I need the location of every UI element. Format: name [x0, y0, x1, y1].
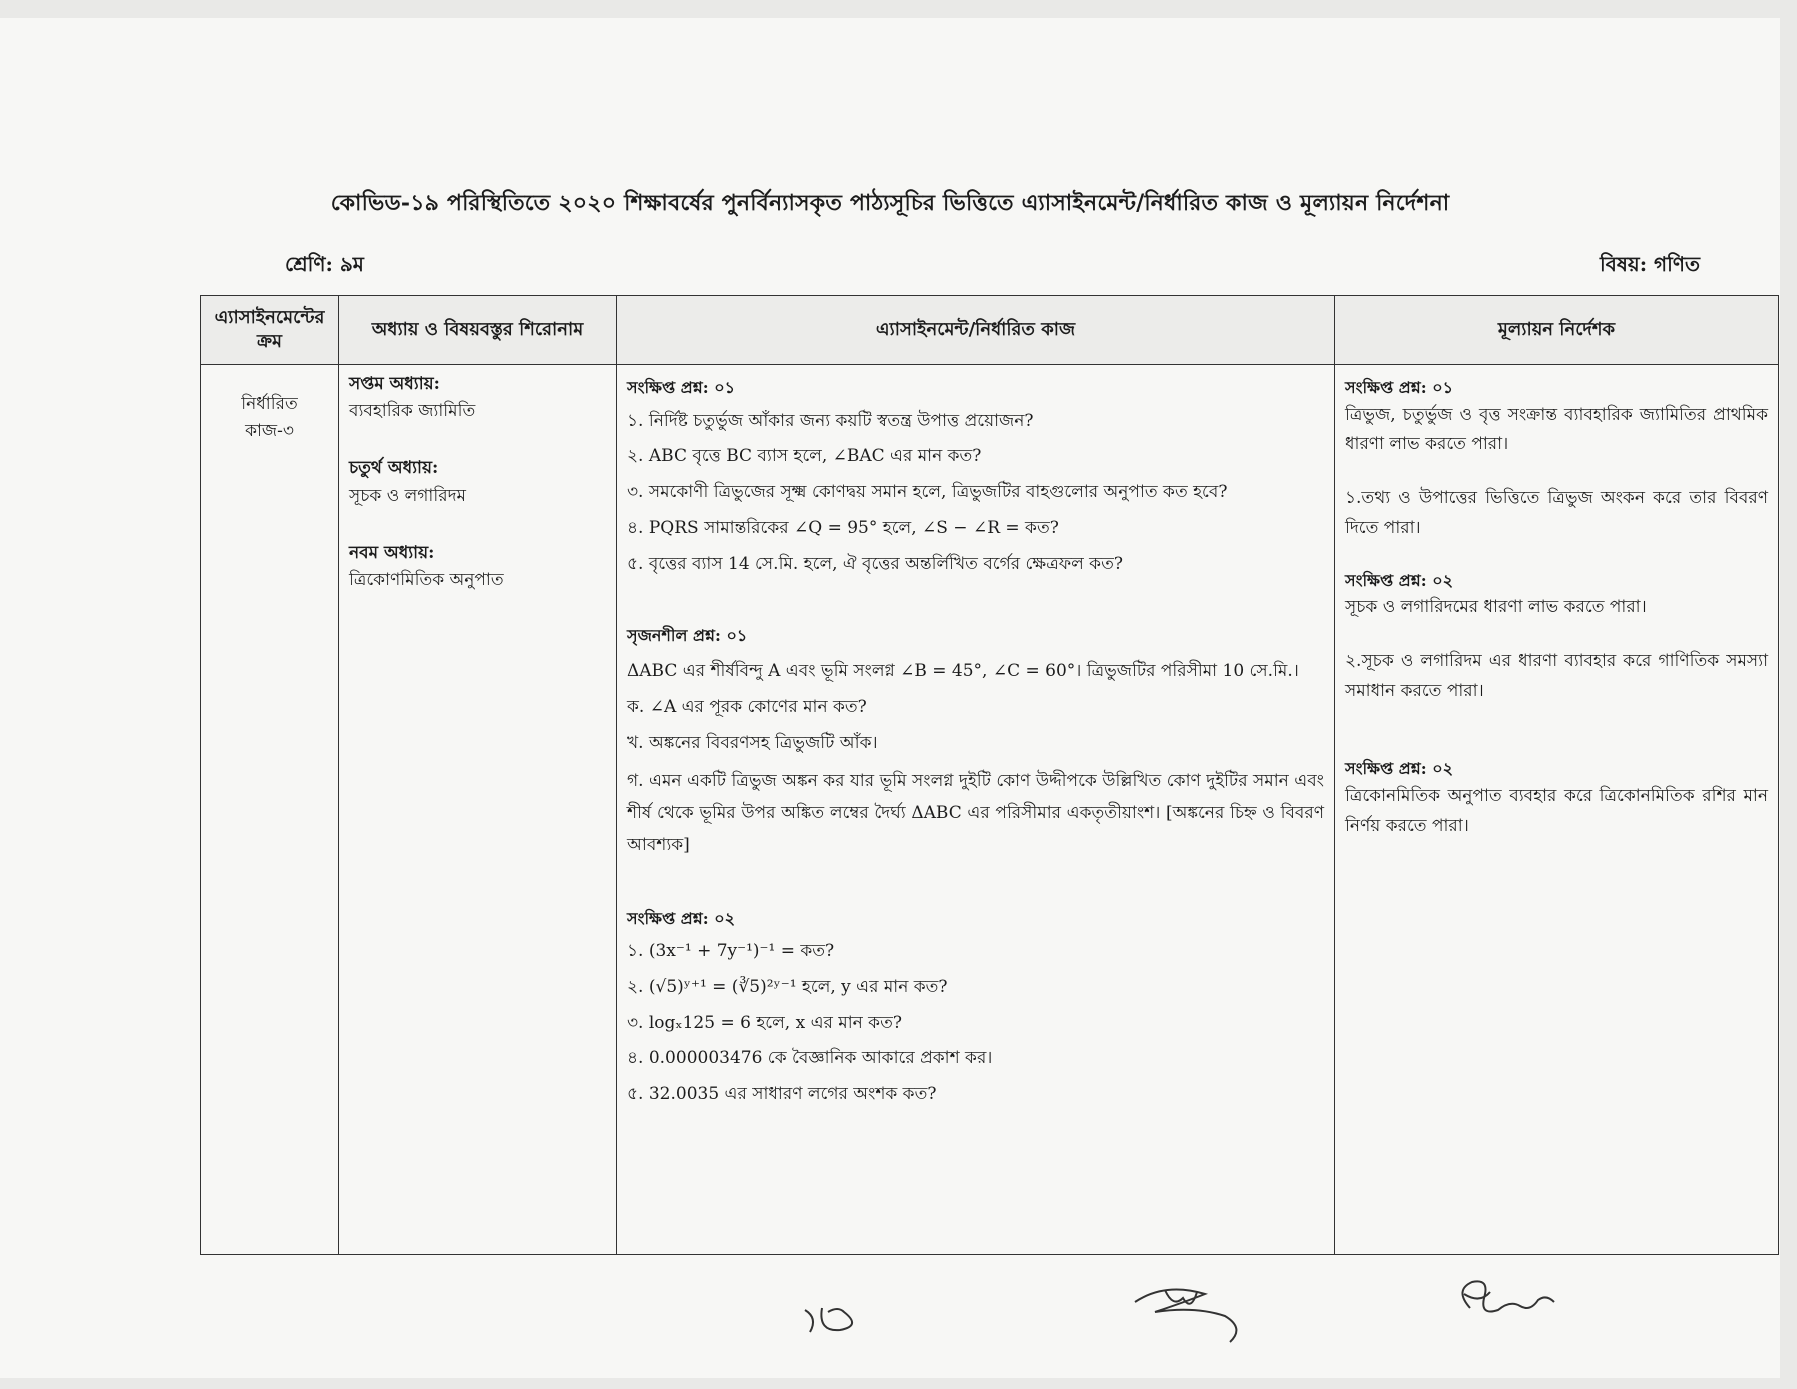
- indicator-text: সূচক ও লগারিদমের ধারণা লাভ করতে পারা।: [1345, 597, 1647, 618]
- assignment-table: [200, 295, 1779, 1255]
- chapter-title: সূচক ও লগারিদম: [349, 485, 466, 506]
- indicator-heading: সংক্ষিপ্ত প্রশ্ন: ০২: [1345, 759, 1454, 779]
- indicator-text: ত্রিকোনমিতিক অনুপাত ব্যবহার করে ত্রিকোনমিতিক রশির মান নির্ণয় করতে পারা।: [1345, 786, 1768, 836]
- header-serial: এ্যাসাইনমেন্টের ক্রম: [201, 296, 339, 365]
- chapter-cell: [339, 365, 617, 1255]
- chapter-heading: সপ্তম অধ্যায়:: [349, 374, 440, 394]
- question-item: ৩. logₓ125 = 6 হলে, x এর মান কত?: [627, 1012, 902, 1033]
- creative-part: ক. ∠A এর পূরক কোণের মান কত?: [627, 697, 867, 718]
- chapter-title: ত্রিকোণমিতিক অনুপাত: [349, 569, 504, 590]
- serial-line: নির্ধারিত: [241, 394, 298, 414]
- chapter-heading: নবম অধ্যায়:: [349, 542, 435, 563]
- question-item: ৪. 0.000003476 কে বৈজ্ঞানিক আকারে প্রকাশ কর।: [627, 1048, 993, 1069]
- question-item: ২. (√5)ʸ⁺¹ = (∛5)²ʸ⁻¹ হলে, y এর মান কত?: [627, 976, 948, 997]
- question-item: ৩. সমকোণী ত্রিভুজের সূক্ষ্ম কোণদ্বয় সমান হলে, ত্রিভুজটির বাহগুলোর অনুপাত কত হবে?: [627, 482, 1228, 503]
- creative-question-heading: সৃজনশীল প্রশ্ন: ০১: [627, 626, 748, 646]
- serial-line: কাজ-৩: [245, 421, 294, 442]
- serial-cell: [201, 365, 339, 1255]
- creative-stem: ΔABC এর শীর্ষবিন্দু A এবং ভূমি সংলগ্ন ∠B = 45°, ∠C = 60°। ত্রিভুজটির পরিসীমা 10 সে.মি.।: [627, 660, 1299, 681]
- creative-part: খ. অঙ্কনের বিবরণসহ ত্রিভুজটি আঁক।: [627, 732, 878, 753]
- header-chapter: অধ্যায় ও বিষয়বস্তুর শিরোনাম: [339, 296, 617, 365]
- signature-mark: [1450, 1270, 1560, 1330]
- question-item: ২. ABC বৃত্তে BC ব্যাস হলে, ∠BAC এর মান কত?: [627, 446, 982, 467]
- indicator-text: ১.তথ্য ও উপাত্তের ভিত্তিতে ত্রিভুজ অংকন করে তার বিবরণ দিতে পারা।: [1345, 488, 1768, 538]
- question-item: ১. নির্দিষ্ট চতুর্ভুজ আঁকার জন্য কয়টি স্বতন্ত্র উপাত্ত প্রয়োজন?: [627, 410, 1034, 431]
- indicator-text: ত্রিভুজ, চতুর্ভুজ ও বৃত্ত সংক্রান্ত ব্যাবহারিক জ্যামিতির প্রাথমিক ধারণা লাভ করতে পারা।: [1345, 404, 1768, 455]
- indicator-cell: [1335, 365, 1779, 1255]
- table-row: [201, 365, 1779, 1255]
- header-indicator: মূল্যায়ন নির্দেশক: [1335, 296, 1779, 365]
- handwritten-page-number: [800, 1290, 890, 1340]
- creative-part: গ. এমন একটি ত্রিভুজ অঙ্কন কর যার ভূমি সংলগ্ন দুইটি কোণ উদ্দীপকে উল্লিখিত কোণ দুইটির সমান এবং শীর্ষ থেকে ভূমির উপর অঙ্কিত লম্বের দৈর্ঘ্য ΔABC এর পরিসীমার একতৃতীয়াংশ। [অঙ্কনের চিহ্ন ও বিবরণ আবশ্যক]: [627, 770, 1324, 856]
- question-item: ৫. 32.0035 এর সাধারণ লগের অংশক কত?: [627, 1084, 937, 1105]
- question-item: ৪. PQRS সামান্তরিকের ∠Q = 95° হলে, ∠S − ∠R = কত?: [627, 517, 1059, 538]
- class-label: শ্রেণি: ৯ম: [285, 252, 364, 276]
- chapter-title: ব্যবহারিক জ্যামিতি: [349, 401, 476, 422]
- signature-mark: [1125, 1272, 1260, 1352]
- assignment-cell: [617, 365, 1335, 1255]
- short-question-heading: সংক্ষিপ্ত প্রশ্ন: ০১: [627, 378, 735, 397]
- question-item: ৫. বৃত্তের ব্যাস 14 সে.মি. হলে, ঐ বৃত্তের অন্তর্লিখিত বর্গের ক্ষেত্রফল কত?: [627, 553, 1123, 574]
- subject-label: বিষয়: গণিত: [1600, 252, 1700, 276]
- chapter-heading: চতুর্থ অধ্যায়:: [349, 458, 439, 479]
- header-assignment: এ্যাসাইনমেন্ট/নির্ধারিত কাজ: [617, 296, 1335, 365]
- short-question-heading: সংক্ষিপ্ত প্রশ্ন: ০২: [627, 908, 736, 928]
- indicator-text: ২.সূচক ও লগারিদম এর ধারণা ব্যাবহার করে গাণিতিক সমস্যা সমাধান করতে পারা।: [1345, 650, 1768, 701]
- document-title: কোভিড-১৯ পরিস্থিতিতে ২০২০ শিক্ষাবর্ষের পুনর্বিন্যাসকৃত পাঠ্যসূচির ভিত্তিতে এ্যাসাইনমেন্ট/নির্ধারিত কাজ ও মূল্যায়ন নির্দেশনা: [330, 190, 1450, 216]
- indicator-heading: সংক্ষিপ্ত প্রশ্ন: ০১: [1345, 378, 1453, 397]
- table-header-row: [201, 296, 1779, 365]
- indicator-heading: সংক্ষিপ্ত প্রশ্ন: ০২: [1345, 570, 1454, 590]
- question-item: ১. (3x⁻¹ + 7y⁻¹)⁻¹ = কত?: [627, 941, 835, 962]
